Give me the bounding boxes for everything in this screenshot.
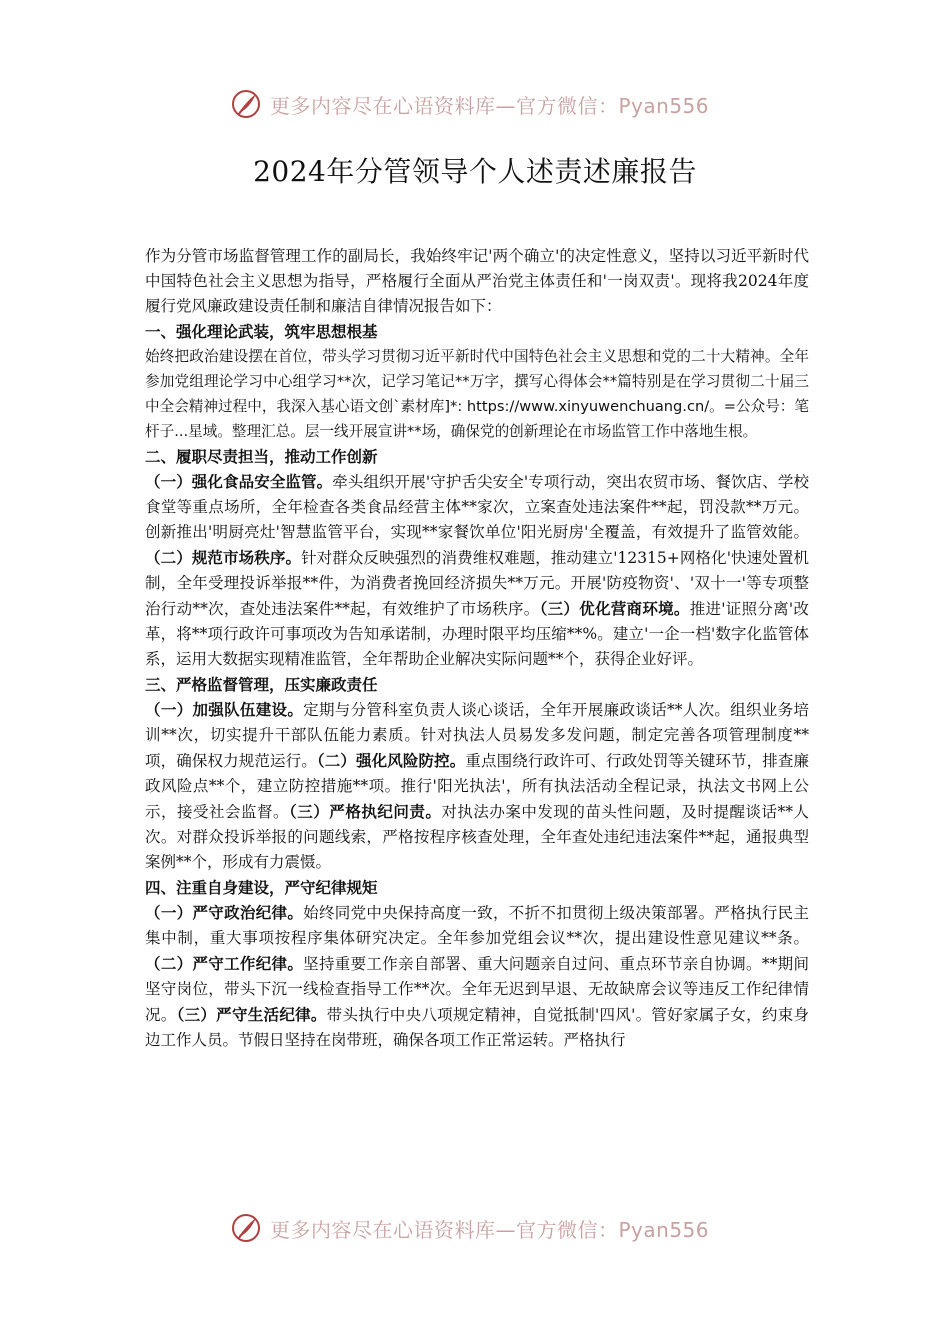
section-3-heading: 三、严格监督管理，压实廉政责任 [145,675,378,694]
section-1-heading: 一、强化理论武装，筑牢思想根基 [145,322,378,341]
s3-text-2: 重点围绕行政许可、行政处罚等关键环节，排查廉政风险点**个，建立防控措施**项。推行'阳光执法'，所有执法活动全程记录，执法文书网上公示，接受社会监督。 [145,752,809,821]
document-body [145,244,809,1053]
s4-text-3: 带头执行中央八项规定精神，自觉抵制'四风'。管好家属子女，约束身边工作人员。节假日坚持在岗带班，确保各项工作正常运转。严格执行 [145,1006,809,1049]
s4-text-1: 始终同党中央保持高度一致，不折不扣贯彻上级决策部署。严格执行民主集中制，重大事项按程序集体研究决定。全年参加党组会议**次，提出建设性意见建议**条。 [145,904,809,947]
s4-label-2: （二）严守工作纪律。 [145,954,304,973]
header-banner [230,84,709,124]
s2-label-1: （一）强化食品安全监管。 [145,472,333,491]
section-1-body: 始终把政治建设摆在首位，带头学习贯彻习近平新时代中国特色社会主义思想和党的二十大精神。全年参加党组理论学习中心组学习**次，记学习笔记**万字，撰写心得体会**篇特别是在学习贯彻二十届三中全会精神过程中，我深入基心语文创`素材库]*: https://www.xinyuwenchuang.cn/。=公众号：笔杆子...星域。整理汇总。层一线开展宣讲**场，确保党的创新理论在市场监管工作中落地生根。 [145,348,809,440]
s2-text-3: 推进'证照分离'改革，将**项行政许可事项改为告知承诺制，办理时限平均压缩**%。建立'一企一档'数字化监管体系，运用大数据实现精准监管，全年帮助企业解决实际问题**个，获得企业好评。 [145,600,809,668]
s3-text-1: 定期与分管科室负责人谈心谈话，全年开展廉政谈话**人次。组织业务培训**次，切实提升干部队伍能力素质。针对执法人员易发多发问题，制定完善各项管理制度**项，确保权力规范运行。 [145,701,809,770]
s4-label-3: （三）严守生活纪律。 [176,1005,327,1024]
s3-label-3: （三）严格执纪问责。 [289,802,442,821]
banner-text: 更多内容尽在心语资料库—官方微信：Pyan556 [270,1217,710,1242]
s2-label-2: （二）规范市场秩序。 [145,548,302,567]
s2-text-2: 针对群众反映强烈的消费维权难题，推动建立'12315+网格化'快速处置机制，全年受理投诉举报**件，为消费者挽回经济损失**万元。开展'防疫物资'、'双十一'等专项整治行动**次，查处违法案件**起，有效维护了市场秩序。 [145,549,809,618]
document-title: 2024年分管领导个人述责述廉报告 [253,155,697,188]
section-3-body [145,697,809,875]
s4-label-1: （一）严守政治纪律。 [145,903,304,922]
s3-text-3: 对执法办案中发现的苗头性问题，及时提醒谈话**人次。对群众投诉举报的问题线索，严格按程序核查处理，全年查处违纪违法案件**起，通报典型案例**个，形成有力震慑。 [145,803,809,871]
section-2-body [145,469,809,672]
s4-text-2: 坚持重要工作亲自部署、重大问题亲自过问、重点环节亲自协调。**期间坚守岗位，带头下沉一线检查指导工作**次。全年无迟到早退、无故缺席会议等违反工作纪律情况。 [145,955,809,1024]
s2-label-3: （三）优化营商环境。 [539,599,690,618]
s3-label-2: （二）强化风险防控。 [316,751,466,770]
section-4-body [145,900,809,1053]
s2-text-1: 牵头组织开展'守护舌尖安全'专项行动，突出农贸市场、餐饮店、学校食堂等重点场所，全年检查各类食品经营主体**家次，立案查处违法案件**起，罚没款**万元。创新推出'明厨亮灶'智慧监管平台，实现**家餐饮单位'阳光厨房'全覆盖，有效提升了监管效能。 [145,473,809,541]
intro-paragraph: 作为分管市场监督管理工作的副局长，我始终牢记'两个确立'的决定性意义，坚持以习近平新时代中国特色社会主义思想为指导，严格履行全面从严治党主体责任和'一岗双责'。现将我2024年度履行党风廉政建设责任制和廉洁自律情况报告如下： [145,247,809,315]
feather-quill-icon [230,1212,262,1244]
section-4-heading: 四、注重自身建设，严守纪律规矩 [145,878,378,897]
s3-label-1: （一）加强队伍建设。 [145,700,304,719]
footer-banner [230,1208,709,1248]
banner-text: 更多内容尽在心语资料库—官方微信：Pyan556 [270,93,710,118]
section-2-heading: 二、履职尽责担当，推动工作创新 [145,447,378,466]
feather-quill-icon [230,88,262,120]
